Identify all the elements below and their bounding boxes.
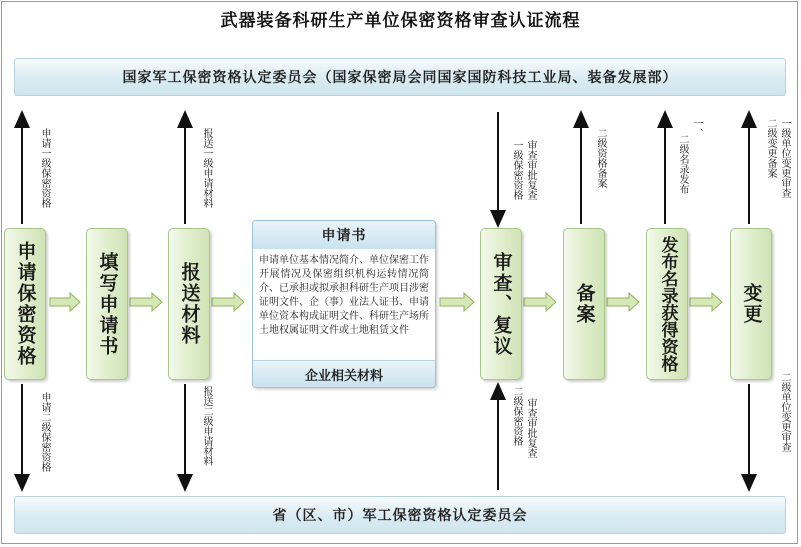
flow-arrow-5 xyxy=(524,293,556,311)
label-record-level2: 二级资格备案 xyxy=(595,128,606,188)
label-review-level2-a: 审查审批复查 xyxy=(525,398,536,458)
enterprise-materials-label: 企业相关材料 xyxy=(253,360,435,387)
step-change xyxy=(730,228,772,380)
flow-arrow-2 xyxy=(130,293,162,311)
step-publish xyxy=(646,228,688,380)
label-change-level2: 二级单位变更审查 xyxy=(779,372,790,452)
step-send-materials-label: 报送材料 xyxy=(178,262,201,346)
step-fill-form-label: 填写申请书 xyxy=(96,251,119,357)
label-review-level1-a: 审查审批复查 xyxy=(525,140,536,200)
national-committee-band: 国家军工保密资格认定委员会（国家保密局会同国家国防科技工业局、装备发展部） xyxy=(14,58,786,96)
page-title: 武器装备科研生产单位保密资格审查认证流程 xyxy=(220,11,581,31)
step-apply xyxy=(4,228,46,380)
label-apply-level1: 申请一级保密资格 xyxy=(39,128,50,208)
flow-arrow-4 xyxy=(440,293,474,311)
step-send-materials xyxy=(168,228,210,380)
label-change-level1-a: 一级单位变更审查 xyxy=(779,118,790,198)
label-change-level1-b: 二级变更备案 xyxy=(765,118,776,178)
step-record-label: 备案 xyxy=(573,283,596,325)
flow-arrow-3 xyxy=(212,293,244,311)
flow-arrow-7 xyxy=(690,293,722,311)
flow-arrow-1 xyxy=(50,293,80,311)
step-fill-form xyxy=(86,228,128,380)
step-publish-label: 发布名录获得资格 xyxy=(657,236,678,372)
step-apply-label: 申请保密资格 xyxy=(14,241,37,367)
application-form-title: 申请书 xyxy=(253,221,435,249)
step-record xyxy=(563,228,605,380)
label-review-level1-b: 一级保密资格 xyxy=(511,140,522,200)
label-send-level2: 报送二级申请材料 xyxy=(201,386,212,466)
step-review-label: 审查、复议 xyxy=(490,251,513,357)
flow-arrow-6 xyxy=(607,293,639,311)
label-send-level1: 报送一级申请材料 xyxy=(201,128,212,208)
label-publish-a: 一、 xyxy=(691,118,702,138)
step-change-label: 变更 xyxy=(740,283,763,325)
label-review-level2-b: 二级保密资格 xyxy=(511,386,522,446)
label-publish-b: 二级名录发布 xyxy=(677,134,688,194)
label-apply-level2: 申请二级保密资格 xyxy=(39,392,50,472)
step-review xyxy=(480,228,522,380)
application-form-box xyxy=(252,220,436,388)
provincial-committee-band: 省（区、市）军工保密资格认定委员会 xyxy=(14,496,786,534)
application-form-content: 申请单位基本情况简介、单位保密工作开展情况及保密组织机构运转情况简介、已承担或拟承担科研生产项目涉密证明文件、企（事）业法人证书、申请单位资本构成证明文件、科研生产场所土地权属证明文件或土地租赁文件 xyxy=(259,255,429,336)
